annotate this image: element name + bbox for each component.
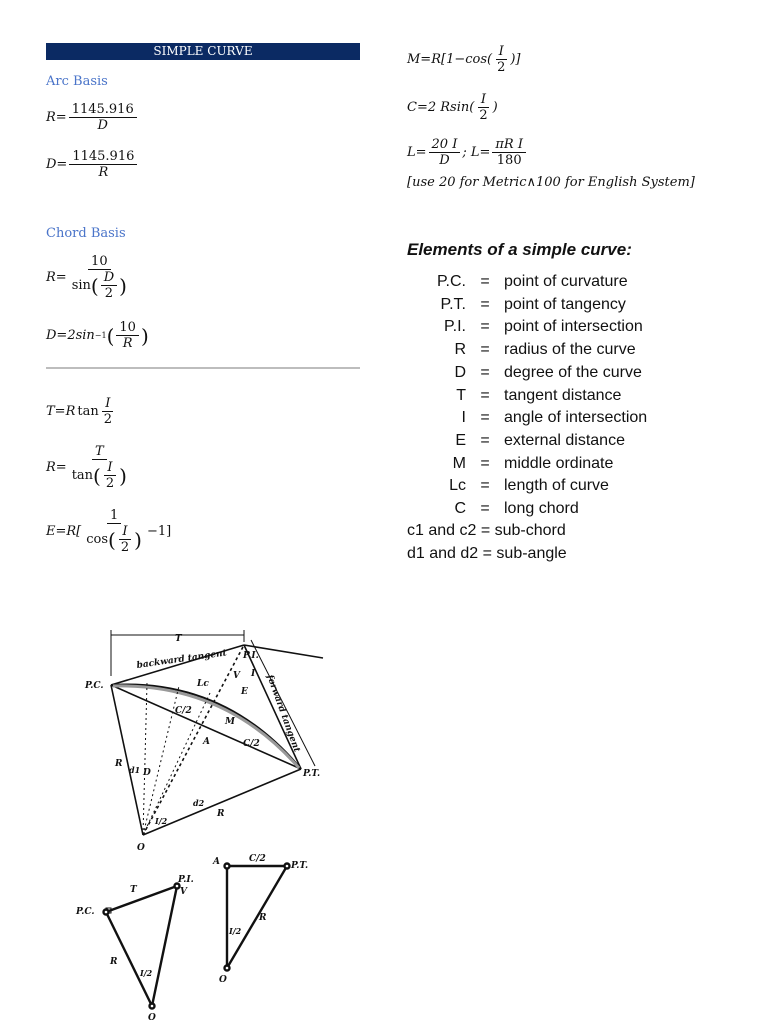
tri2-label-o: O <box>219 975 227 985</box>
element-symbol: P.T. <box>440 295 466 313</box>
diagram-label-r2: R <box>217 809 225 819</box>
chord-radius-formula <box>46 254 132 301</box>
element-description: external distance <box>504 431 625 449</box>
elements-list-item <box>404 477 609 499</box>
tri2-label-pt: P.T. <box>291 861 309 871</box>
diagram-label-pt: P.T. <box>303 769 321 779</box>
elements-list-item <box>404 364 642 386</box>
arc-degree-formula <box>46 149 139 180</box>
tri2-label-half-i: I/2 <box>229 926 242 936</box>
diagram-label-t: T <box>175 634 182 644</box>
diagram-label-d1: d1 <box>129 765 141 775</box>
diagram-label-c2a: C/2 <box>175 706 192 716</box>
diagram-label-d2: d2 <box>193 798 205 808</box>
middle-ordinate-formula: M=R[1−cos( $\frac{I}{2}$ )] <box>407 44 521 75</box>
element-equals: = <box>480 431 490 449</box>
elements-list-item <box>404 455 613 477</box>
element-symbol: P.I. <box>444 318 466 336</box>
element-equals: = <box>480 500 490 517</box>
tri2-label-a: A <box>213 857 220 867</box>
diagram-label-forward: forward tangent <box>264 673 302 754</box>
formula-lhs: D=2sin <box>46 328 95 343</box>
fraction: $\frac{10}{R}$ <box>116 320 139 351</box>
diagram-label-v: V <box>233 671 240 681</box>
elements-list-item <box>404 500 579 522</box>
element-description: angle of intersection <box>504 409 648 427</box>
page-title: SIMPLE CURVE <box>46 43 360 60</box>
chord-triangle-diagram <box>205 848 325 988</box>
diagram-label-i: I <box>251 669 256 679</box>
system-note: [use 20 for Metric∧100 for English System] <box>407 175 695 190</box>
element-equals: = <box>480 386 490 404</box>
element-description: point of tangency <box>504 295 626 313</box>
fraction: 10 sin ( $\frac{D}{2}$ ) <box>71 254 127 301</box>
element-symbol: I <box>461 409 466 427</box>
diagram-label-half-i: I/2 <box>155 816 168 826</box>
element-symbol: D <box>454 363 466 381</box>
element-symbol: Lc <box>449 477 466 495</box>
formula-lhs: R= <box>46 110 67 125</box>
element-symbol: E <box>455 431 466 449</box>
element-symbol: M <box>452 454 466 472</box>
sub-angle-note: d1 and d2 = sub-angle <box>407 545 567 562</box>
diagram-label-pi: P.I. <box>243 651 259 661</box>
elements-title: Elements of a simple curve: <box>407 240 632 259</box>
tri1-label-pc: P.C. <box>76 907 95 917</box>
element-description: middle ordinate <box>504 454 614 472</box>
diagram-label-d: D <box>143 768 151 778</box>
element-equals: = <box>480 341 490 359</box>
external-distance-formula: E=R[ 1 cos ( $\frac{I}{2}$ ) −1] <box>46 508 172 555</box>
arc-radius-formula <box>46 102 139 133</box>
elements-list-item <box>404 318 643 340</box>
element-equals: = <box>480 318 490 336</box>
tri1-label-r: R <box>110 957 118 967</box>
element-equals: = <box>480 273 490 290</box>
diagram-label-m: M <box>225 717 235 727</box>
tri1-label-t: T <box>130 885 137 895</box>
element-equals: = <box>480 409 490 427</box>
diagram-label-backward: backward tangent <box>136 648 228 671</box>
element-equals: = <box>480 477 490 495</box>
element-description: long chord <box>504 500 579 517</box>
elements-list-item <box>404 432 625 454</box>
element-equals: = <box>480 363 490 381</box>
tangent-formula: T=R tan $\frac{I}{2}$ <box>46 396 112 427</box>
diagram-label-e: E <box>241 687 248 697</box>
sub-chord-note: c1 and c2 = sub-chord <box>407 522 566 539</box>
tri2-label-c2: C/2 <box>249 854 266 864</box>
simple-curve-diagram <box>75 628 335 853</box>
element-description: tangent distance <box>504 386 622 404</box>
diagram-label-c2b: C/2 <box>243 739 260 749</box>
element-symbol: T <box>456 386 466 404</box>
diagram-label-a: A <box>203 737 210 747</box>
element-equals: = <box>480 295 490 313</box>
elements-list-item <box>404 387 621 409</box>
element-symbol: C <box>454 500 466 517</box>
length-of-curve-formula: L= $\frac{20 I}{D}$ ; L= $\frac{\text{πR I}}{180}$ <box>407 137 528 168</box>
radius-from-tangent-formula: R= T tan ( $\frac{I}{2}$ ) <box>46 444 127 491</box>
element-symbol: R <box>454 341 466 359</box>
tri1-label-pi: P.I. <box>178 875 194 885</box>
formula-lhs: D= <box>46 157 68 172</box>
arc-basis-heading: Arc Basis <box>46 74 108 89</box>
diagram-label-o: O <box>137 843 145 853</box>
tri2-label-r: R <box>259 913 267 923</box>
elements-list-item <box>404 296 626 318</box>
tri1-label-v: V <box>180 887 187 897</box>
element-description: point of intersection <box>504 318 643 336</box>
formula-lhs: R= <box>46 270 67 285</box>
diagram-label-lc: Lc <box>197 679 209 689</box>
diagram-label-pc: P.C. <box>85 681 104 691</box>
chord-basis-heading: Chord Basis <box>46 226 126 241</box>
elements-list-item <box>404 273 628 295</box>
divider <box>46 367 360 369</box>
chord-degree-formula: D=2sin −1 ( $\frac{10}{R}$ ) <box>46 320 149 351</box>
tangent-triangle-diagram <box>70 868 220 1023</box>
elements-list-item <box>404 409 647 431</box>
fraction: $\frac{1145.916}{R}$ <box>69 149 137 180</box>
element-description: degree of the curve <box>504 363 642 381</box>
tri1-label-half-i: I/2 <box>140 968 153 978</box>
long-chord-formula: C=2 Rsin( $\frac{I}{2}$ ) <box>407 92 498 123</box>
element-equals: = <box>480 454 490 472</box>
diagram-label-r1: R <box>115 759 123 769</box>
element-description: point of curvature <box>504 273 628 290</box>
fraction: $\frac{1145.916}{D}$ <box>69 102 137 133</box>
tri1-label-o: O <box>148 1013 156 1023</box>
element-description: radius of the curve <box>504 341 636 359</box>
elements-list-item <box>404 341 636 363</box>
element-symbol: P.C. <box>436 273 466 290</box>
element-description: length of curve <box>504 477 609 495</box>
